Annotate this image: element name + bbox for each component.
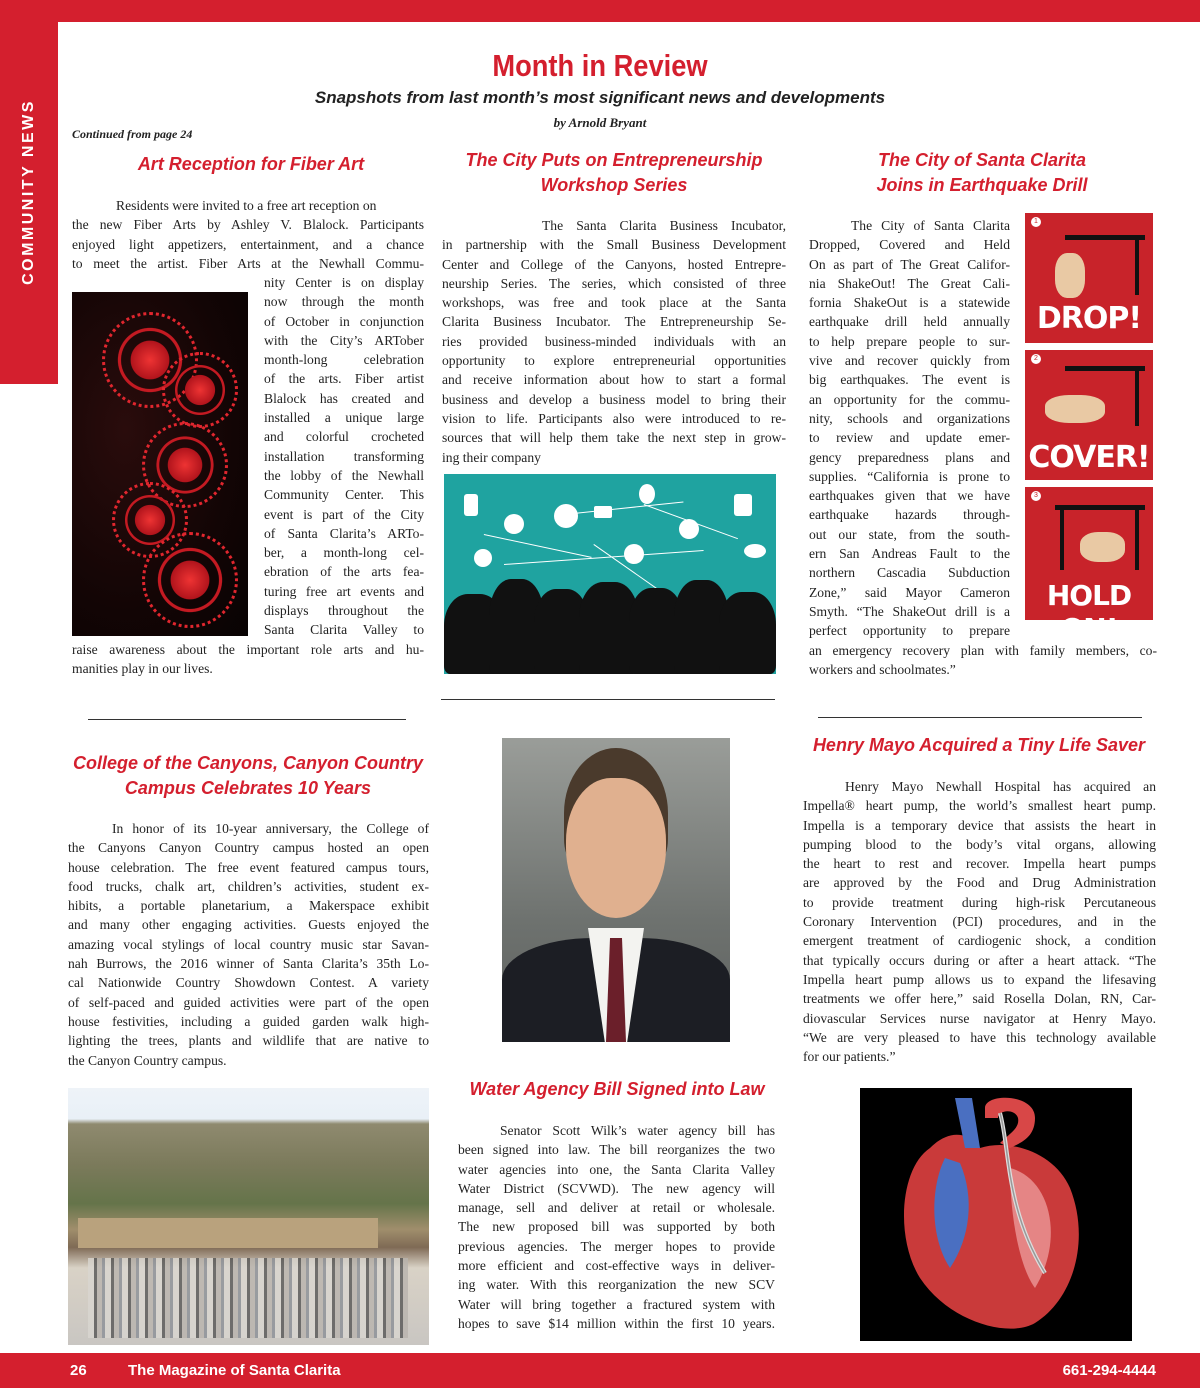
text-line: out our state, from the south- — [809, 526, 1010, 542]
text-line: Center and College of the Canyons, hosted Entrepre- — [442, 256, 786, 272]
text-line: Blalock has created and — [264, 390, 424, 406]
text-line: and many other engaging activities. Guests enjoyed the — [68, 917, 429, 933]
text-line: raise awareness about the important role arts and hu- — [72, 642, 424, 657]
text-line: supplies. “California is prone to — [809, 468, 1010, 484]
text-line: Dropped, Covered and Held — [809, 237, 1010, 253]
water-body — [458, 1121, 775, 1333]
text-line: to review and update emer- — [809, 430, 1010, 446]
fiber-body-top — [72, 196, 424, 273]
text-line: to help prepare people to sur- — [809, 333, 1010, 349]
text-line: diovascular Services nurse navigator at Henry Mayo. — [803, 1010, 1156, 1026]
text-line: emergent treatment of cardiogenic shock, a condition — [803, 933, 1156, 949]
college-body — [68, 819, 429, 1070]
campus-buildings — [78, 1218, 378, 1248]
fiber-body-wrap — [264, 273, 424, 640]
phone-number: 661-294-4444 — [1062, 1362, 1156, 1379]
table-icon — [1055, 505, 1145, 510]
college-heading — [62, 751, 434, 801]
entrepreneur-heading — [440, 148, 788, 198]
text-line: In honor of its 10-year anniversary, the College of — [112, 821, 429, 836]
cloud-icon — [744, 544, 766, 558]
text-line: earthquake drill held annually — [809, 314, 1010, 330]
text-line: Water District (SCVWD). The new agency will — [458, 1180, 775, 1196]
text-line: of Santa Clarita’s ARTo- — [264, 525, 424, 541]
lightbulb-icon — [639, 484, 655, 504]
text-line: installation transforming — [264, 448, 424, 464]
text-line: pumping blood to the body’s vital organs, allowing — [803, 836, 1156, 852]
entrepreneur-body — [442, 216, 786, 467]
section-label: COMMUNITY NEWS — [20, 99, 37, 285]
text-line: ber, a month-long cel- — [264, 545, 424, 561]
text-line: an opportunity for the commu- — [809, 391, 1010, 407]
person-crawl-icon — [1045, 395, 1105, 423]
text-line: for our patients.” — [803, 1049, 896, 1065]
gear-icon — [504, 514, 524, 534]
text-line: in partnership with the Small Business Development — [442, 237, 786, 253]
mayor-portrait-photo — [502, 738, 730, 1042]
henry-heading: Henry Mayo Acquired a Tiny Life Saver — [812, 735, 1146, 755]
page-title: Month in Review — [492, 48, 708, 83]
text-line: sources that will help them take the next step in grow- — [442, 430, 786, 446]
text-line: displays throughout the — [264, 603, 424, 619]
text-line: fornia ShakeOut is a statewide — [809, 295, 1010, 311]
step-number: 1 — [1031, 217, 1041, 227]
text-line: of October in conjunction — [264, 313, 424, 329]
text-line: Impella heart pump allows us to expand the lifesaving — [803, 971, 1156, 987]
text-line: On as part of The Great Califor- — [809, 256, 1010, 272]
text-line: the new Fiber Arts by Ashley V. Blalock. Participants — [72, 217, 424, 233]
earthquake-body-bottom — [809, 641, 1157, 680]
text-line: “We are very pleased to have this technology available — [803, 1029, 1156, 1045]
text-line: event is part of the City — [264, 506, 424, 522]
text-line: ing their company — [442, 449, 541, 465]
text-line: now through the month — [264, 294, 424, 310]
heading-line: College of the Canyons, Canyon Country — [72, 753, 424, 773]
text-line: gency preparedness plans and — [809, 449, 1010, 465]
page-footer — [0, 1353, 1200, 1388]
fiber-art-photo — [72, 292, 248, 636]
text-line: northern Cascadia Subduction — [809, 565, 1010, 581]
text-line: amazing vocal stylings of local country music star Savan- — [68, 936, 429, 952]
text-line: hopes to save $14 million within the first 10 years. — [458, 1315, 775, 1331]
table-icon — [1065, 366, 1145, 371]
text-line: the heart to rest and recover. Impella heart pumps — [803, 856, 1156, 872]
play-icon — [474, 549, 492, 567]
water-heading: Water Agency Bill Signed into Law — [469, 1079, 765, 1099]
text-line: workers and schoolmates.” — [809, 662, 956, 678]
text-line: manities play in our lives. — [72, 661, 213, 677]
divider — [441, 699, 775, 700]
divider — [818, 717, 1142, 718]
person-icon — [734, 494, 752, 516]
hold-on-panel — [1025, 487, 1153, 645]
divider — [88, 719, 406, 720]
text-line: Impella is a temporary device that assists the heart in — [803, 817, 1156, 833]
text-line: treatments we offer here,” said Rosella Dolan, RN, Car- — [803, 991, 1156, 1007]
continued-note: Continued from page 24 — [72, 127, 193, 141]
campus-aerial-photo — [68, 1088, 429, 1345]
person-hold-icon — [1080, 532, 1125, 562]
text-line: been signed into law. The bill reorganizes the two — [458, 1142, 775, 1158]
page-subtitle: Snapshots from last month’s most significant news and developments — [314, 88, 886, 107]
text-line: earthquake hazards through- — [809, 507, 1010, 523]
earthquake-heading — [806, 148, 1158, 198]
text-line: water agencies into one, the Santa Clarita Valley — [458, 1161, 775, 1177]
heading-line: The City Puts on Entrepreneurship — [465, 150, 763, 170]
text-line: Smyth. “The ShakeOut drill is a — [809, 603, 1010, 619]
step-number: 3 — [1031, 491, 1041, 501]
text-line: opportunity to explore entrepreneurial opportunities — [442, 353, 786, 369]
text-line: big earthquakes. The event is — [809, 372, 1010, 388]
step-number: 2 — [1031, 354, 1041, 364]
text-line: Clarita Business Incubator. The Entrepreneurship Se- — [442, 314, 786, 330]
text-line: the lobby of the Newhall — [264, 467, 424, 483]
text-line: Senator Scott Wilk’s water agency bill has — [500, 1123, 775, 1138]
text-line: cal Nationwide Country Showdown Contest. A variety — [68, 975, 429, 991]
text-line: business and develop a business model to bring their — [442, 391, 786, 407]
phone-icon — [464, 494, 478, 516]
henry-body — [803, 777, 1156, 1066]
text-line: Community Center. This — [264, 487, 424, 503]
heart-icon — [860, 1088, 1132, 1341]
text-line: house celebration. The free event featured campus tours, — [68, 859, 429, 875]
heading-line: Joins in Earthquake Drill — [876, 175, 1088, 195]
heading-line: Campus Celebrates 10 Years — [124, 778, 372, 798]
text-line: Impella® heart pump, the world’s smallest heart pump. — [803, 798, 1156, 814]
text-line: hibits, a portable planetarium, a Makerspace exhibit — [68, 898, 429, 914]
text-line: of the arts. Fiber artist — [264, 371, 424, 387]
text-line: The City of Santa Clarita — [851, 218, 1010, 233]
top-color-bar — [0, 0, 1200, 22]
text-line: Coronary Intervention (PCI) procedures, and in the — [803, 914, 1156, 930]
people-silhouettes — [444, 579, 776, 674]
text-line: more efficient and cost-effective ways in deliver- — [458, 1258, 775, 1274]
text-line: an emergency recovery plan with family members, co- — [809, 643, 1157, 658]
text-line: to provide treatment during high-risk Percutaneous — [803, 894, 1156, 910]
text-line: are approved by the Food and Drug Administration — [803, 875, 1156, 891]
text-line: food trucks, chalk art, children’s activities, student ex- — [68, 878, 429, 894]
text-line: Henry Mayo Newhall Hospital has acquired an — [845, 779, 1156, 794]
drop-label: DROP! — [1036, 301, 1142, 336]
cover-panel — [1025, 350, 1153, 480]
fiber-heading: Art Reception for Fiber Art — [137, 154, 365, 174]
text-line: vive and recover quickly from — [809, 353, 1010, 369]
text-line: ern San Andreas Fault to the — [809, 546, 1010, 562]
text-line: The Santa Clarita Business Incubator, — [542, 218, 786, 233]
fiber-body-bottom — [72, 640, 424, 679]
text-line: of self-paced and guided activities were part of the open — [68, 994, 429, 1010]
networking-illustration — [444, 474, 776, 674]
globe-icon — [679, 519, 699, 539]
face — [566, 778, 666, 918]
table-leg — [1135, 505, 1139, 570]
text-line: that typically occurs during or after a heart attack. “The — [803, 952, 1156, 968]
heart-pump-illustration — [860, 1088, 1132, 1341]
text-line: ebration of the arts fea- — [264, 564, 424, 580]
text-line: vision to life. Participants also were introduced to re- — [442, 410, 786, 426]
page-number: 26 — [70, 1362, 87, 1379]
parking-lot — [88, 1258, 408, 1338]
text-line: perfect opportunity to prepare — [809, 623, 1010, 639]
crochet-flake — [142, 532, 238, 628]
text-line: enjoyed light appetizers, entertainment, and a chance — [72, 236, 424, 252]
earthquake-body — [809, 216, 1010, 641]
text-line: installed a unique large — [264, 410, 424, 426]
table-leg — [1060, 505, 1064, 570]
drop-panel — [1025, 213, 1153, 343]
crochet-flake — [162, 352, 238, 428]
chat-icon — [624, 544, 644, 564]
person-drop-icon — [1055, 253, 1085, 298]
text-line: ing water. With this reorganization the new SCV — [458, 1277, 775, 1293]
text-line: house festivities, including a guided garden walk high- — [68, 1013, 429, 1029]
shakeout-illustration — [1025, 213, 1153, 645]
text-line: workshops, was free and took place at the Santa — [442, 295, 786, 311]
text-line: ries provided business-minded individuals with an — [442, 333, 786, 349]
text-line: Residents were invited to a free art reception on — [116, 198, 377, 213]
text-line: nah Burrows, the 2016 winner of Santa Clarita’s 35th Lo- — [68, 956, 429, 972]
text-line: month-long celebration — [264, 352, 424, 368]
text-line: nia ShakeOut! The Great Cali- — [809, 275, 1010, 291]
envelope-icon — [594, 506, 612, 518]
text-line: The new proposed bill was supported by both — [458, 1219, 775, 1235]
text-line: Zone,” said Mayor Cameron — [809, 584, 1010, 600]
text-line: turing free art events and — [264, 583, 424, 599]
text-line: manage, sell and deliver at retail or wholesale. — [458, 1200, 775, 1216]
text-line: lighting the trees, plants and wildlife that are native to — [68, 1033, 429, 1049]
cover-label: COVER! — [1028, 440, 1150, 475]
heading-line: Workshop Series — [540, 175, 688, 195]
text-line: previous agencies. The merger hopes to provide — [458, 1238, 775, 1254]
byline: by Arnold Bryant — [553, 115, 647, 130]
text-line: the Canyon Country campus. — [68, 1052, 227, 1068]
heading-line: The City of Santa Clarita — [877, 150, 1087, 170]
magazine-name: The Magazine of Santa Clarita — [128, 1362, 341, 1379]
text-line: Water will bring together a fractured system with — [458, 1296, 775, 1312]
text-line: with the City’s ARTober — [264, 332, 424, 348]
section-side-tab — [0, 22, 58, 384]
text-line: nity Center is on display — [264, 275, 424, 290]
table-leg — [1135, 235, 1139, 295]
pie-chart-icon — [554, 504, 578, 528]
text-line: to meet the artist. Fiber Arts at the Newhall Commu- — [72, 255, 424, 271]
hold-on-label: HOLD ON! — [1046, 579, 1132, 645]
text-line: and receive information about how to start a formal — [442, 372, 786, 388]
table-leg — [1135, 366, 1139, 426]
table-icon — [1065, 235, 1145, 240]
text-line: and colorful crocheted — [264, 429, 424, 445]
text-line: the Canyons Canyon Country campus hosted an open — [68, 840, 429, 856]
text-line: nity, schools and organizations — [809, 410, 1010, 426]
text-line: neurship Series. The series, which consisted of three — [442, 275, 786, 291]
text-line: Santa Clarita Valley to — [264, 622, 424, 638]
text-line: earthquakes given that we have — [809, 488, 1010, 504]
